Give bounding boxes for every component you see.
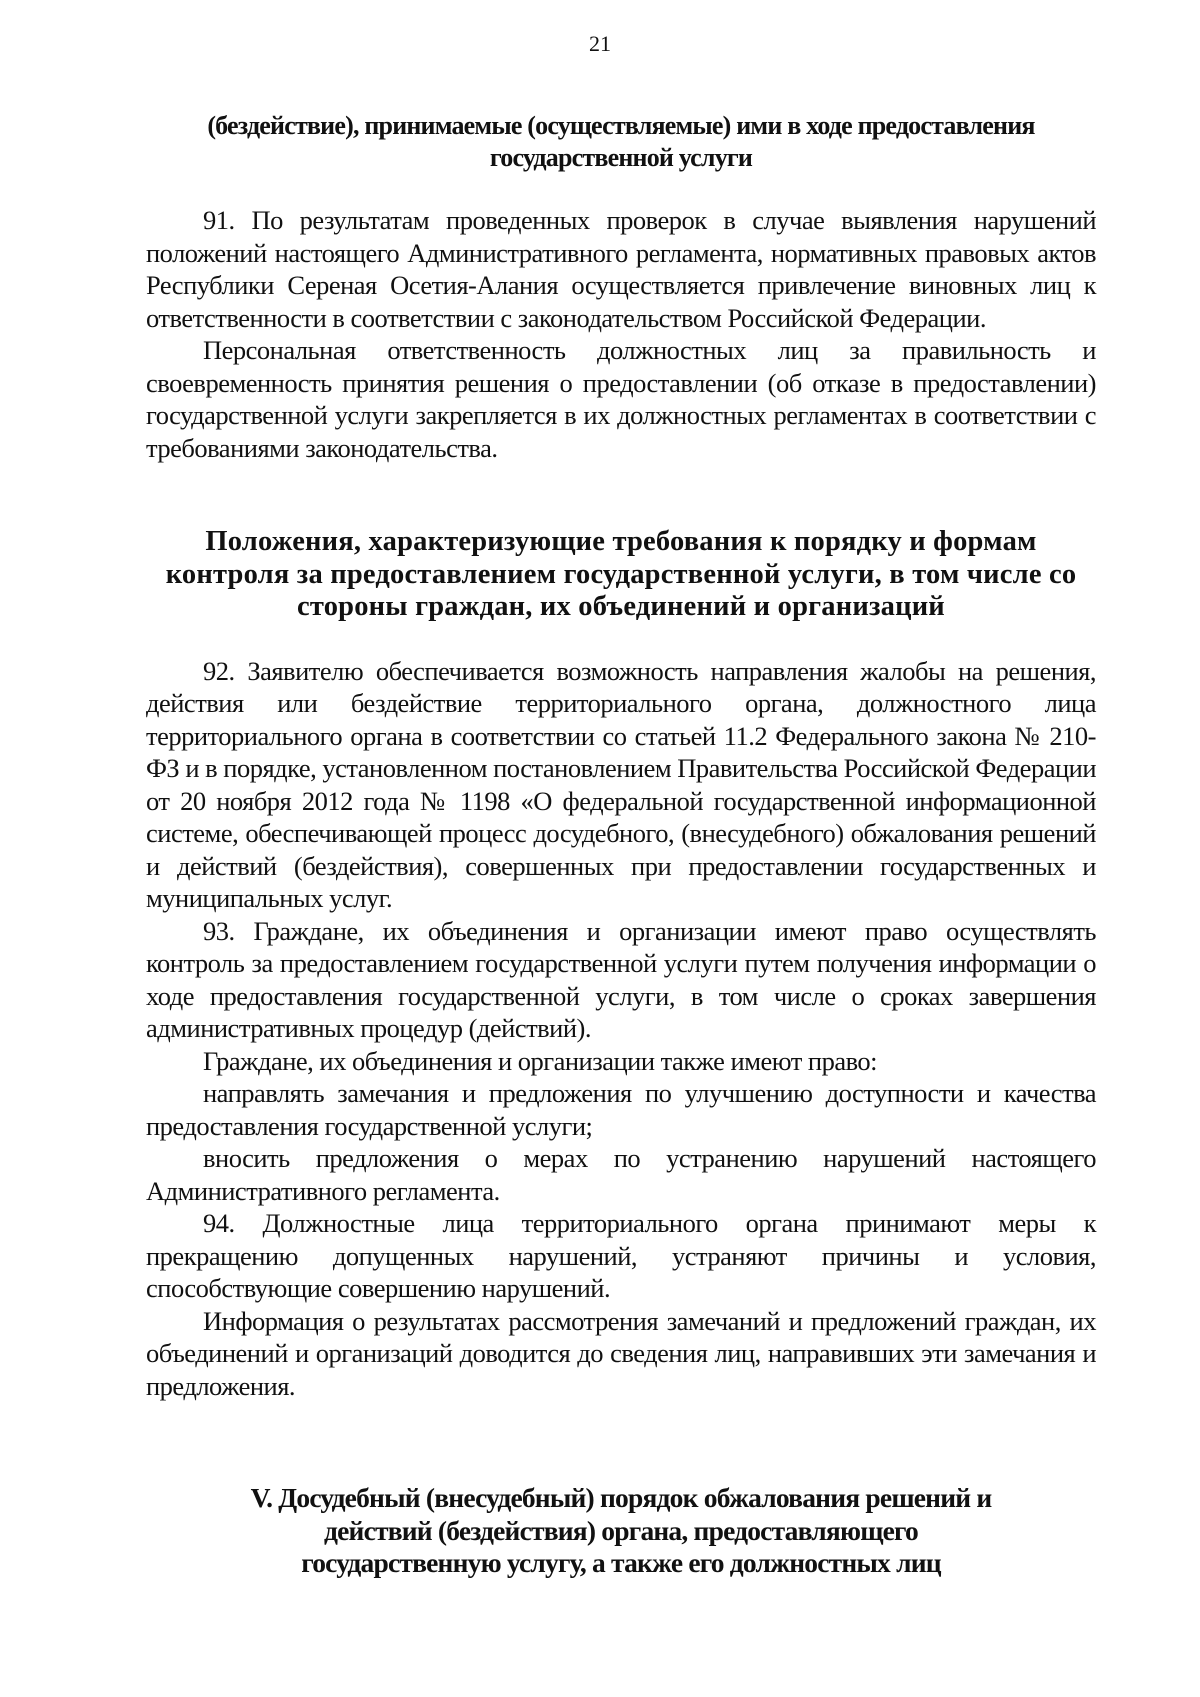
page-number: 21 xyxy=(589,31,611,56)
page-content xyxy=(146,110,1096,1580)
paragraph-91: 91. По результатам проведенных проверок в случае выявления нарушений положений настоящего Административного регламента, нормативных правовых актов Республики Сереная Осетия-Алания осуществляется привлечение виновных лиц к ответственности в соответствии с законодательством Российской Федерации. xyxy=(146,205,1096,333)
heading-continuation: (бездействие), принимаемые (осуществляемые) ими в ходе предоставления государственной услуги xyxy=(207,111,1035,172)
heading-control-requirements: Положения, характеризующие требования к порядку и формам контроля за предоставлением государственной услуги, в том числе со стороны граждан, их объединений и организаций xyxy=(165,526,1077,622)
section-91 xyxy=(146,204,1096,464)
paragraph-results-info: Информация о результатах рассмотрения замечаний и предложений граждан, их объединений и организаций доводится до сведения лиц, направивших эти замечания и предложения. xyxy=(146,1305,1096,1401)
paragraph-93: 93. Граждане, их объединения и организации имеют право осуществлять контроль за предоставлением государственной услуги путем получения информации о ходе предоставления государственной услуги, в том числе о сроках завершения административных процедур (действий). xyxy=(146,915,1096,1043)
paragraph-personal-responsibility: Персональная ответственность должностных лиц за правильность и своевременность принятия решения о предоставлении (об отказе в предоставлении) государственной услуги закрепляется в их должностных регламентах в соответствии с требованиями законодательства. xyxy=(146,335,1096,463)
section-92-94 xyxy=(146,655,1096,1403)
paragraph-citizens-rights: Граждане, их объединения и организации также имеют право: xyxy=(203,1045,878,1076)
paragraph-94: 94. Должностные лица территориального органа принимают меры к прекращению допущенных нарушений, устраняют причины и условия, способствующие совершению нарушений. xyxy=(146,1208,1096,1303)
paragraph-right-remarks: направлять замечания и предложения по улучшению доступности и качества предоставления государственной услуги; xyxy=(146,1078,1096,1141)
paragraph-right-proposals: вносить предложения о мерах по устранению нарушений настоящего Административного регламента. xyxy=(146,1143,1096,1206)
paragraph-92: 92. Заявителю обеспечивается возможность направления жалобы на решения, действия или бездействие территориального органа, должностного лица территориального органа в соответствии со статьей 11.2 Федерального закона № 210-ФЗ и в порядке, установленном постановлением Правительства Российской Федерации от 20 ноября 2012 года № 1198 «О федеральной государственной информационной системе, обеспечивающей процесс досудебного, (внесудебного) обжалования решений и действий (бездействия), совершенных при предоставлении государственных и муниципальных услуг. xyxy=(146,655,1097,913)
heading-section-v: V. Досудебный (внесудебный) порядок обжалования решений и действий (бездействия) органа, предоставляющего государственную услугу, а также его должностных лиц xyxy=(250,1482,992,1578)
